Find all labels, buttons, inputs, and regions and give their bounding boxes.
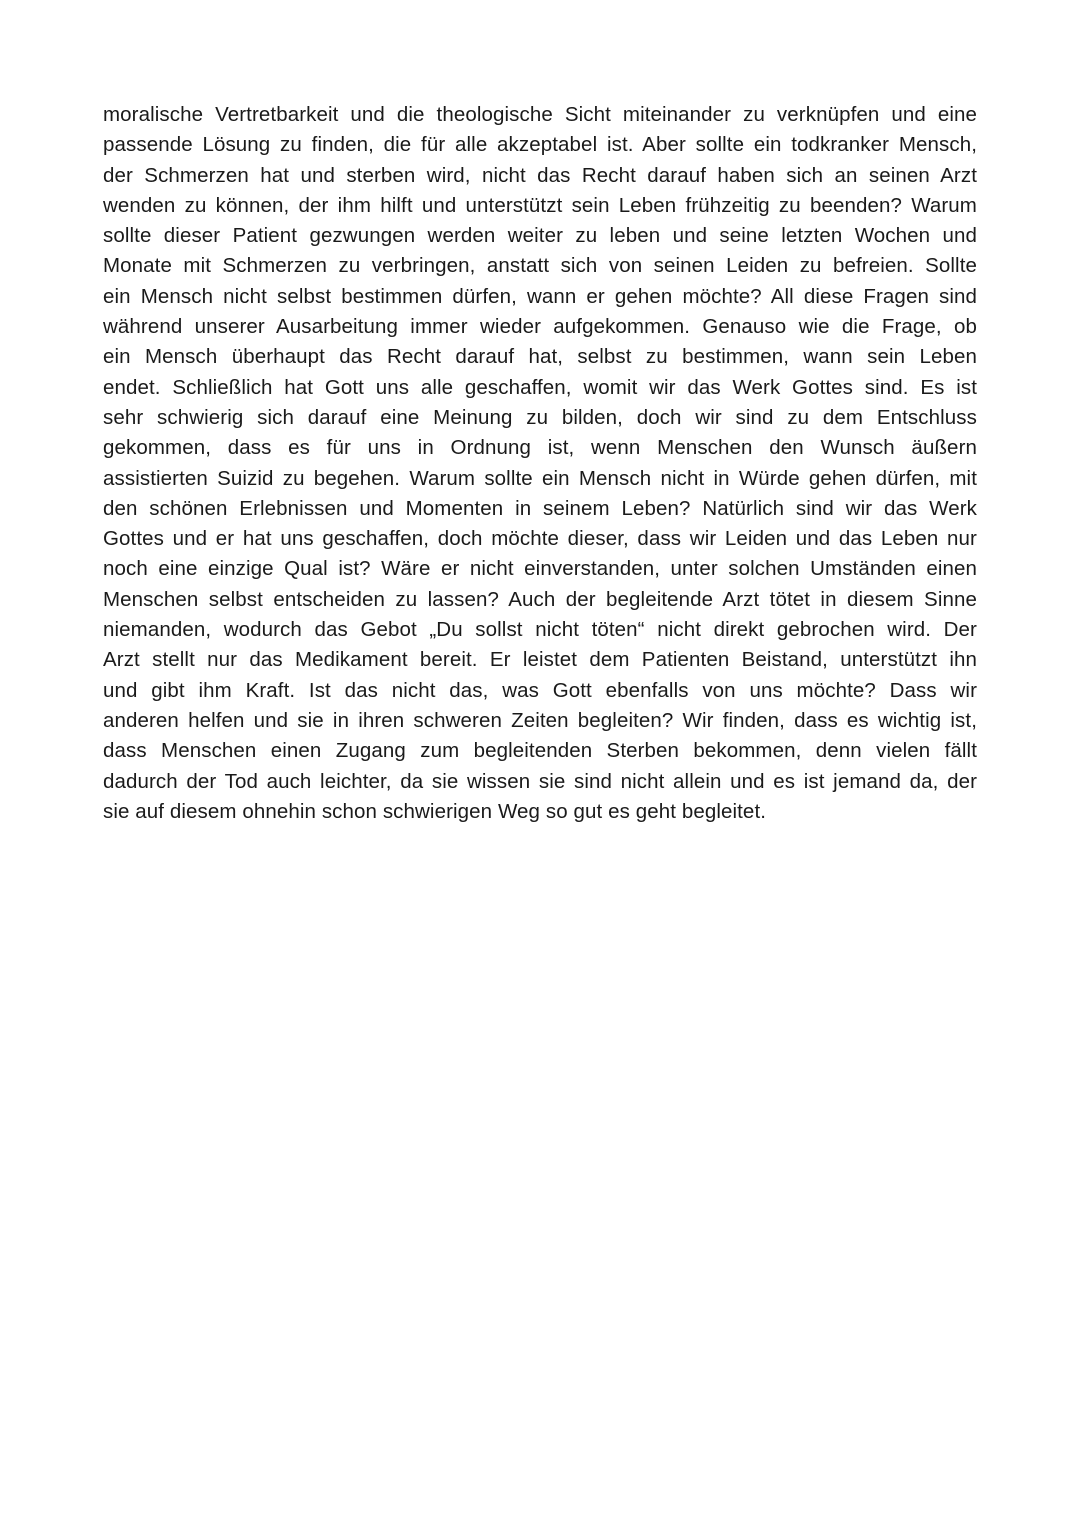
paragraph-line: sie auf diesem ohnehin schon schwierigen Weg so gut es geht begleitet. bbox=[103, 799, 767, 823]
paragraph-line: der Schmerzen hat und sterben wird, nicht das Recht darauf haben sich an seinen Arzt bbox=[103, 163, 977, 187]
paragraph-line: dass Menschen einen Zugang zum begleitenden Sterben bekommen, denn vielen fällt bbox=[103, 739, 977, 763]
paragraph-line: während unserer Ausarbeitung immer wieder aufgekommen. Genauso wie die Frage, ob bbox=[103, 315, 977, 339]
paragraph-line: passende Lösung zu finden, die für alle akzeptabel ist. Aber sollte ein todkranker Mensch, bbox=[103, 133, 977, 157]
paragraph-line: anderen helfen und sie in ihren schweren Zeiten begleiten? Wir finden, dass es wichtig ist, bbox=[103, 708, 977, 732]
paragraph-line: den schönen Erlebnissen und Momenten in seinem Leben? Natürlich sind wir das Werk bbox=[103, 496, 977, 520]
paragraph-line: moralische Vertretbarkeit und die theologische Sicht miteinander zu verknüpfen und eine bbox=[103, 103, 977, 126]
paragraph-line: noch eine einzige Qual ist? Wäre er nicht einverstanden, unter solchen Umständen einen bbox=[103, 557, 977, 581]
paragraph-line: gekommen, dass es für uns in Ordnung ist, wenn Menschen den Wunsch äußern bbox=[103, 436, 977, 460]
paragraph-line: und gibt ihm Kraft. Ist das nicht das, was Gott ebenfalls von uns möchte? Dass wir bbox=[103, 678, 977, 702]
paragraph-line: ein Mensch überhaupt das Recht darauf hat, selbst zu bestimmen, wann sein Leben bbox=[103, 345, 977, 369]
paragraph-line: sollte dieser Patient gezwungen werden weiter zu leben und seine letzten Wochen und bbox=[103, 224, 977, 248]
paragraph-line: endet. Schließlich hat Gott uns alle geschaffen, womit wir das Werk Gottes sind. Es ist bbox=[103, 375, 977, 399]
paragraph-line: ein Mensch nicht selbst bestimmen dürfen, wann er gehen möchte? All diese Fragen sind bbox=[103, 284, 977, 308]
paragraph-line: dadurch der Tod auch leichter, da sie wissen sie sind nicht allein und es ist jemand da, der bbox=[103, 769, 977, 793]
body-paragraph bbox=[103, 100, 977, 827]
paragraph-line: assistierten Suizid zu begehen. Warum sollte ein Mensch nicht in Würde gehen dürfen, mit bbox=[103, 466, 977, 490]
paragraph-line: Arzt stellt nur das Medikament bereit. Er leistet dem Patienten Beistand, unterstützt ihn bbox=[103, 648, 977, 672]
paragraph-line: Menschen selbst entscheiden zu lassen? Auch der begleitende Arzt tötet in diesem Sinne bbox=[103, 587, 977, 611]
paragraph-line: Gottes und er hat uns geschaffen, doch möchte dieser, dass wir Leiden und das Leben nur bbox=[103, 527, 977, 551]
paragraph-line: Monate mit Schmerzen zu verbringen, anstatt sich von seinen Leiden zu befreien. Sollte bbox=[103, 254, 977, 278]
paragraph-line: wenden zu können, der ihm hilft und unterstützt sein Leben frühzeitig zu beenden? Warum bbox=[103, 193, 977, 217]
paragraph-line: niemanden, wodurch das Gebot „Du sollst nicht töten“ nicht direkt gebrochen wird. Der bbox=[103, 618, 977, 642]
paragraph-line: sehr schwierig sich darauf eine Meinung zu bilden, doch wir sind zu dem Entschluss bbox=[103, 405, 977, 429]
